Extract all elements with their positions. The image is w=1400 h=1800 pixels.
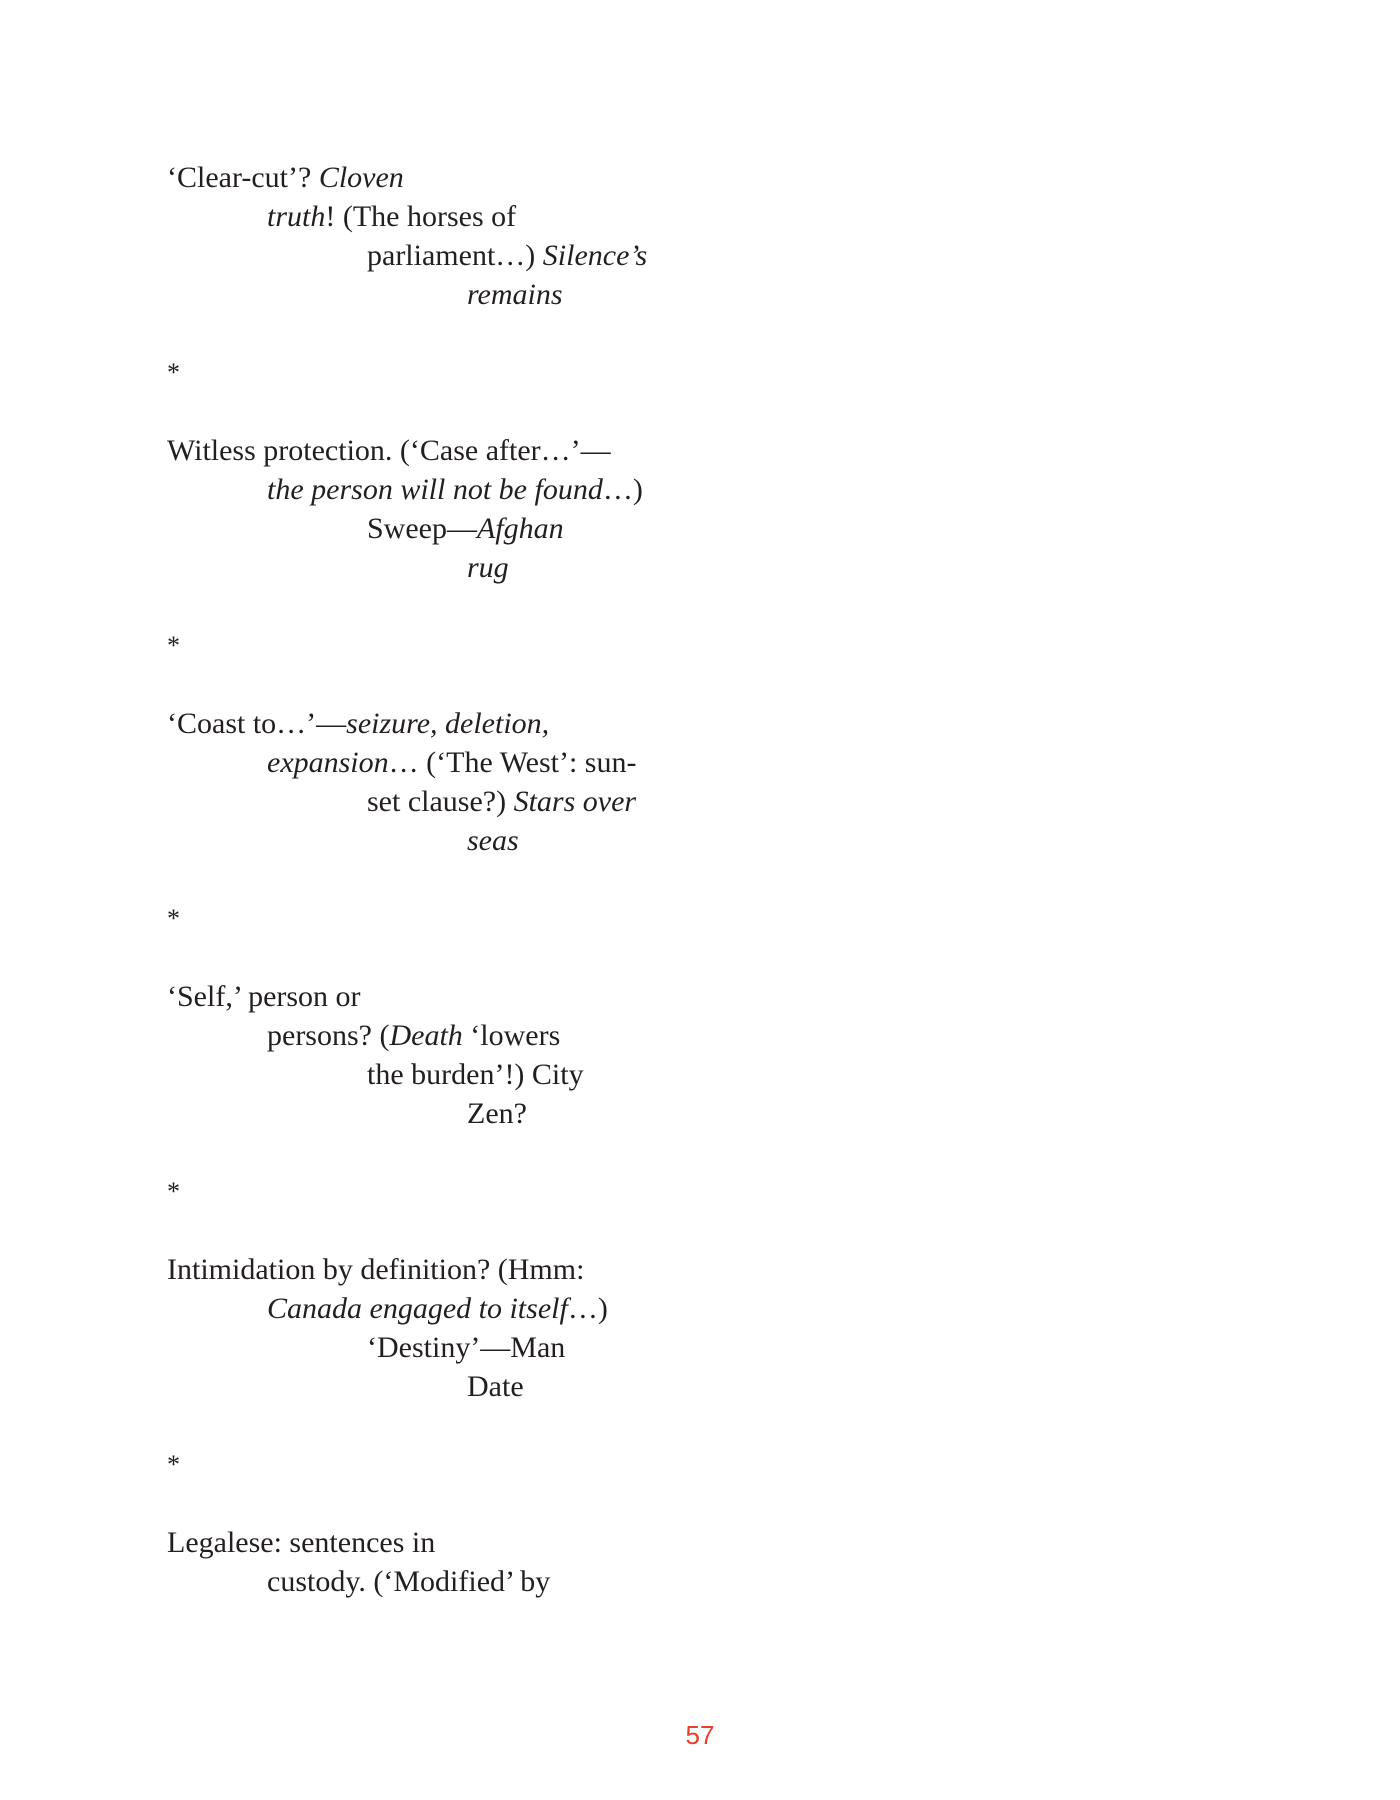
stanza: [167, 704, 1067, 860]
roman-text: Date: [467, 1370, 524, 1403]
stanza: [167, 1250, 1067, 1406]
stanza: [167, 977, 1067, 1133]
poem-line: [167, 1367, 1067, 1406]
roman-text: custody. (‘Modified’ by: [267, 1565, 551, 1598]
roman-text: ‘lowers: [462, 1019, 561, 1052]
roman-text: the burden’!) City: [367, 1058, 584, 1091]
poem-line: [167, 509, 1067, 548]
italic-text: Death: [389, 1019, 463, 1052]
poem-line: [167, 1328, 1067, 1367]
poem-line: [167, 197, 1067, 236]
roman-text: …): [602, 473, 643, 506]
poem-line: [167, 236, 1067, 275]
stanza-separator: *: [167, 358, 180, 387]
poem-line: [167, 743, 1067, 782]
roman-text: Sweep—: [367, 512, 477, 545]
poem-line: [167, 1289, 1067, 1328]
roman-text: Legalese: sentences in: [167, 1526, 436, 1559]
poem-line: [167, 470, 1067, 509]
italic-text: expansion: [267, 746, 389, 779]
italic-text: Silence’s: [542, 239, 648, 272]
poem-line: [167, 704, 1067, 743]
roman-text: …): [567, 1292, 608, 1325]
poem-line: [167, 977, 1067, 1016]
poem-line: [167, 1016, 1067, 1055]
roman-text: parliament…): [367, 239, 543, 272]
poem-line: [167, 1562, 1067, 1601]
italic-text: Canada engaged to itself: [267, 1292, 568, 1325]
italic-text: Stars over: [513, 785, 637, 818]
italic-text: truth: [267, 200, 326, 233]
stanza: [167, 431, 1067, 587]
stanza-separator: *: [167, 1177, 180, 1206]
poem-line: [167, 782, 1067, 821]
italic-text: Afghan: [476, 512, 564, 545]
poem-line: [167, 158, 1067, 197]
poem-line: [167, 548, 1067, 587]
poem-line: [167, 821, 1067, 860]
roman-text: ‘Destiny’—Man: [367, 1331, 566, 1364]
roman-text: ‘Clear-cut’?: [167, 161, 319, 194]
stanza-separator: *: [167, 904, 180, 933]
roman-text: Witless protection. (‘Case after…’—: [167, 434, 611, 467]
roman-text: Intimidation by definition? (Hmm:: [167, 1253, 585, 1286]
italic-text: Cloven: [318, 161, 404, 194]
poem-line: [167, 1250, 1067, 1289]
italic-text: seizure, deletion,: [346, 707, 550, 740]
stanza: [167, 1523, 1067, 1601]
roman-text: … (‘The West’: sun-: [388, 746, 637, 779]
italic-text: remains: [467, 278, 563, 311]
stanza-separator: *: [167, 631, 180, 660]
roman-text: set clause?): [367, 785, 514, 818]
stanza-separator: *: [167, 1450, 180, 1479]
roman-text: ‘Self,’ person or: [167, 980, 361, 1013]
italic-text: the person will not be found: [267, 473, 603, 506]
roman-text: Zen?: [467, 1097, 527, 1130]
roman-text: ! (The horses of: [325, 200, 517, 233]
roman-text: ‘Coast to…’—: [167, 707, 347, 740]
poem-line: [167, 431, 1067, 470]
poem-line: [167, 1523, 1067, 1562]
poem-line: [167, 1055, 1067, 1094]
page-number: 57: [685, 1720, 715, 1750]
italic-text: rug: [467, 551, 509, 584]
stanza: [167, 158, 1067, 314]
italic-text: seas: [467, 824, 519, 857]
poem-line: [167, 275, 1067, 314]
roman-text: persons? (: [267, 1019, 390, 1052]
poem-line: [167, 1094, 1067, 1133]
poem-body: [167, 158, 1067, 1601]
